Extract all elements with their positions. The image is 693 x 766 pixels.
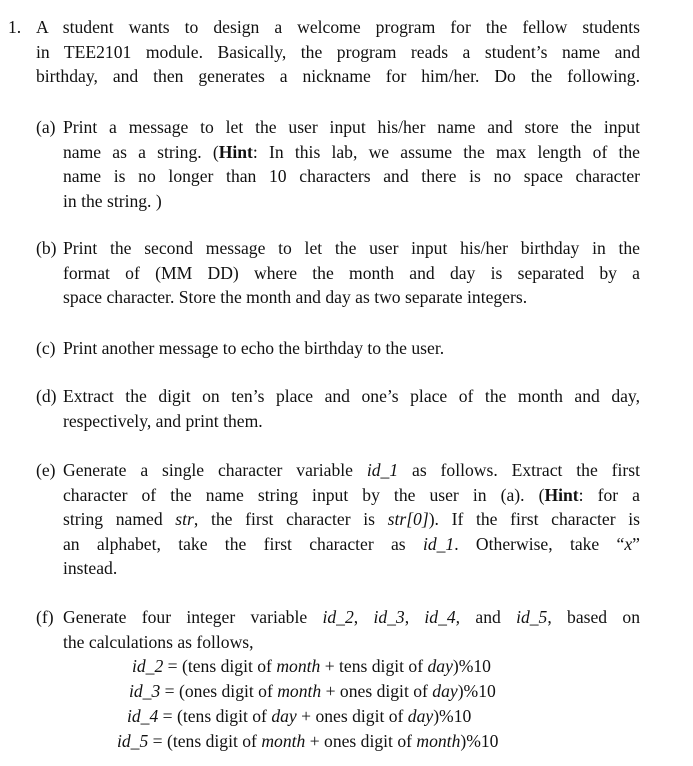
part-b-line: Print the second message to let the user input his/her birthday in the <box>63 238 640 258</box>
part-d-line: respectively, and print them. <box>63 410 263 431</box>
part-c <box>36 336 640 361</box>
part-a-line: name is no longer than 10 characters and there is no space character <box>63 166 640 187</box>
question-intro <box>36 15 640 89</box>
intro-line: A student wants to design a welcome program for the fellow students <box>36 17 640 37</box>
part-f-line: Generate four integer variable id_2, id_3, id_4, and id_5, based on <box>63 607 640 627</box>
part-a <box>36 115 640 213</box>
part-b-line: format of (MM DD) where the month and day is separated by a <box>63 262 640 283</box>
part-e-line: an alphabet, take the first character as id_1. Otherwise, take “x” <box>63 533 640 554</box>
intro-line: in TEE2101 module. Basically, the program reads a student’s name and <box>36 41 640 62</box>
part-e-line: Generate a single character variable id_1 as follows. Extract the first <box>63 460 640 480</box>
variable-x: x <box>624 533 633 554</box>
part-b-label: (b) <box>36 238 57 258</box>
hint-label: Hint <box>218 141 253 162</box>
part-e-line: character of the name string input by the user in (a). (Hint: for a <box>63 484 640 505</box>
part-c-label: (c) <box>36 338 56 358</box>
part-d <box>36 384 640 433</box>
part-e-line: string named str, the first character is str[0]). If the first character is <box>63 509 640 530</box>
part-b-line: space character. Store the month and day as two separate integers. <box>63 287 528 308</box>
formula-id3: id_3 = (ones digit of month + ones digit of day)%10 <box>129 681 496 701</box>
part-a-line: in the string. ) <box>63 190 162 211</box>
part-f-label: (f) <box>36 607 54 627</box>
part-e-line: instead. <box>63 558 118 579</box>
part-c-line: Print another message to echo the birthday to the user. <box>63 338 445 358</box>
formula-id4: id_4 = (tens digit of day + ones digit of day)%10 <box>127 706 472 726</box>
intro-line: birthday, and then generates a nickname for him/her. Do the following. <box>36 66 640 87</box>
part-f-line: the calculations as follows, <box>63 631 254 652</box>
part-d-line: Extract the digit on ten’s place and one’s place of the month and day, <box>63 386 640 406</box>
formula-id2: id_2 = (tens digit of month + tens digit of day)%10 <box>132 656 491 676</box>
part-a-line: name as a string. (Hint: In this lab, we assume the max length of the <box>63 141 640 162</box>
variable-str: str <box>175 509 194 530</box>
variable-id1: id_1 <box>366 460 399 480</box>
question-number: 1. <box>8 17 22 37</box>
formula-id5: id_5 = (tens digit of month + ones digit of month)%10 <box>117 731 499 751</box>
variable-str0: str[0] <box>387 509 429 530</box>
hint-label: Hint <box>544 484 579 505</box>
part-b <box>36 236 640 310</box>
part-a-line: Print a message to let the user input his/her name and store the input <box>63 117 640 137</box>
part-d-label: (d) <box>36 386 57 406</box>
variable-id1: id_1 <box>422 533 455 554</box>
part-e-label: (e) <box>36 460 56 480</box>
part-f <box>36 605 640 654</box>
part-e <box>36 458 640 581</box>
part-a-label: (a) <box>36 117 56 137</box>
